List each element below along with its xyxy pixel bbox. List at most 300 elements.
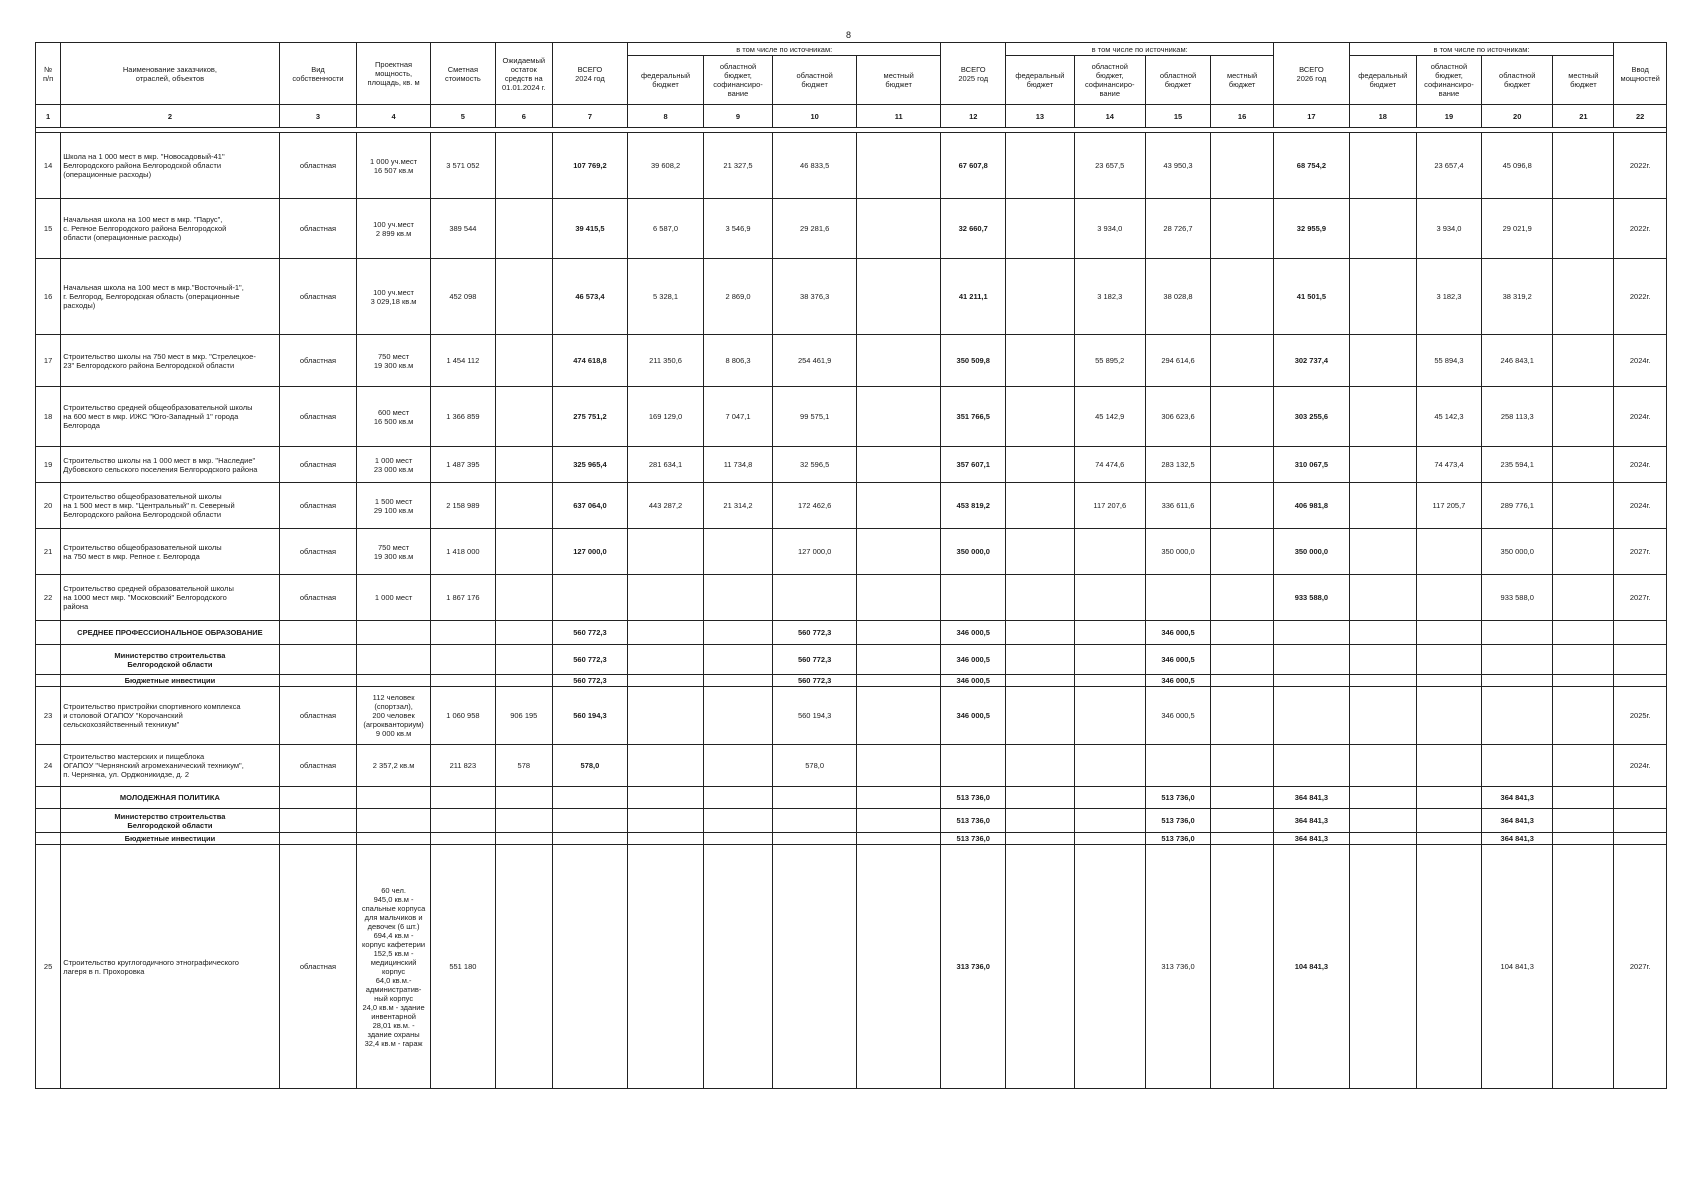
column-number: 15	[1145, 105, 1210, 128]
table-cell: 578	[495, 745, 552, 787]
table-cell	[1006, 809, 1074, 833]
table-cell	[703, 529, 772, 575]
table-cell: 406 981,8	[1274, 483, 1350, 529]
table-cell: 117 207,6	[1074, 483, 1145, 529]
table-cell	[703, 833, 772, 845]
column-number: 1	[36, 105, 61, 128]
table-cell: 364 841,3	[1274, 809, 1350, 833]
table-cell: 560 772,3	[552, 675, 628, 687]
table-cell	[1482, 621, 1553, 645]
table-cell: областная	[279, 745, 357, 787]
table-cell	[857, 845, 941, 1089]
table-cell: 172 462,6	[773, 483, 857, 529]
table-cell: 112 человек (спортзал), 200 человек (агрокванториум) 9 000 кв.м	[357, 687, 431, 745]
table-cell: 364 841,3	[1274, 833, 1350, 845]
column-number: 12	[941, 105, 1006, 128]
table-cell	[857, 133, 941, 199]
table-cell	[628, 575, 704, 621]
header-total-2024: ВСЕГО 2024 год	[552, 43, 628, 105]
table-cell	[36, 809, 61, 833]
table-cell: 7 047,1	[703, 387, 772, 447]
table-cell: 99 575,1	[773, 387, 857, 447]
table-cell: 254 461,9	[773, 335, 857, 387]
table-cell: 313 736,0	[941, 845, 1006, 1089]
table-cell	[430, 787, 495, 809]
column-number: 19	[1416, 105, 1481, 128]
table-cell	[1211, 259, 1274, 335]
table-cell: областная	[279, 133, 357, 199]
group-row	[36, 787, 1667, 809]
table-cell	[1482, 745, 1553, 787]
table-cell	[1211, 645, 1274, 675]
table-cell	[495, 259, 552, 335]
table-cell	[1006, 833, 1074, 845]
table-cell	[1349, 575, 1416, 621]
table-cell: 46 833,5	[773, 133, 857, 199]
column-number: 14	[1074, 105, 1145, 128]
header-total-2026: ВСЕГО 2026 год	[1274, 43, 1350, 105]
table-cell	[1482, 675, 1553, 687]
object-name: Строительство средней общеобразовательной школы на 600 мест в мкр. ИЖС "Юго-Западный 1" города Белгорода	[61, 387, 279, 447]
table-cell: 68 754,2	[1274, 133, 1350, 199]
table-cell: 303 255,6	[1274, 387, 1350, 447]
table-cell	[1274, 645, 1350, 675]
table-cell	[1349, 845, 1416, 1089]
table-cell: 23 657,4	[1416, 133, 1481, 199]
table-cell: 38 319,2	[1482, 259, 1553, 335]
table-cell	[1274, 675, 1350, 687]
header-balance: Ожидаемый остаток средств на 01.01.2024 г.	[495, 43, 552, 105]
table-cell: 55 894,3	[1416, 335, 1481, 387]
table-cell	[495, 387, 552, 447]
table-cell	[1006, 645, 1074, 675]
table-cell: 3 934,0	[1416, 199, 1481, 259]
table-row	[36, 447, 1667, 483]
table-cell	[495, 675, 552, 687]
table-cell	[1416, 621, 1481, 645]
table-cell: 560 772,3	[773, 645, 857, 675]
table-cell	[1349, 621, 1416, 645]
table-cell	[1553, 833, 1614, 845]
table-cell	[279, 621, 357, 645]
header-commissioning: Ввод мощностей	[1614, 43, 1667, 105]
table-cell: областная	[279, 387, 357, 447]
table-cell: 1 418 000	[430, 529, 495, 575]
table-cell: 346 000,5	[1145, 621, 1210, 645]
table-cell	[1211, 687, 1274, 745]
table-cell	[1349, 675, 1416, 687]
table-cell	[1614, 787, 1667, 809]
table-cell	[1553, 335, 1614, 387]
table-cell	[857, 199, 941, 259]
table-cell	[1211, 621, 1274, 645]
row-number: 18	[36, 387, 61, 447]
table-cell	[628, 745, 704, 787]
table-cell	[857, 833, 941, 845]
table-cell	[1553, 787, 1614, 809]
table-cell: 45 142,9	[1074, 387, 1145, 447]
table-cell: 2 357,2 кв.м	[357, 745, 431, 787]
table-cell	[1006, 575, 1074, 621]
table-cell: 21 314,2	[703, 483, 772, 529]
table-cell	[857, 621, 941, 645]
table-cell: 336 611,6	[1145, 483, 1210, 529]
table-row	[36, 335, 1667, 387]
table-cell	[495, 845, 552, 1089]
table-cell	[1074, 745, 1145, 787]
table-cell: 104 841,3	[1274, 845, 1350, 1089]
table-cell	[1211, 575, 1274, 621]
row-number: 20	[36, 483, 61, 529]
table-cell	[1074, 809, 1145, 833]
table-cell: 346 000,5	[1145, 645, 1210, 675]
table-cell: 55 895,2	[1074, 335, 1145, 387]
page-number: 8	[845, 30, 851, 40]
row-number: 17	[36, 335, 61, 387]
table-cell	[857, 483, 941, 529]
table-cell: 560 772,3	[773, 621, 857, 645]
table-cell: 28 726,7	[1145, 199, 1210, 259]
table-cell	[1006, 387, 1074, 447]
table-cell	[1416, 575, 1481, 621]
table-cell: 41 211,1	[941, 259, 1006, 335]
table-cell: 364 841,3	[1274, 787, 1350, 809]
header-mest-2024: местный бюджет	[857, 56, 941, 105]
table-cell: 8 806,3	[703, 335, 772, 387]
group-name: Бюджетные инвестиции	[61, 833, 279, 845]
row-number: 16	[36, 259, 61, 335]
table-cell	[1074, 645, 1145, 675]
table-cell: 2024г.	[1614, 447, 1667, 483]
table-cell: 346 000,5	[1145, 687, 1210, 745]
table-cell: 346 000,5	[1145, 675, 1210, 687]
table-cell	[703, 675, 772, 687]
table-cell: 67 607,8	[941, 133, 1006, 199]
table-cell	[857, 809, 941, 833]
table-cell	[430, 675, 495, 687]
table-cell	[36, 645, 61, 675]
table-cell	[495, 199, 552, 259]
table-cell	[1416, 787, 1481, 809]
table-cell	[857, 645, 941, 675]
table-cell	[1211, 447, 1274, 483]
table-cell: 325 965,4	[552, 447, 628, 483]
column-number: 8	[628, 105, 704, 128]
table-cell	[1006, 687, 1074, 745]
table-cell: 933 588,0	[1274, 575, 1350, 621]
row-number: 23	[36, 687, 61, 745]
table-cell	[495, 447, 552, 483]
table-cell: 350 000,0	[1145, 529, 1210, 575]
table-cell: 513 736,0	[1145, 809, 1210, 833]
table-cell: 2022г.	[1614, 133, 1667, 199]
table-cell	[1211, 675, 1274, 687]
table-cell: 2024г.	[1614, 483, 1667, 529]
table-cell	[1349, 335, 1416, 387]
object-name: Строительство круглогодичного этнографического лагеря в п. Прохоровка	[61, 845, 279, 1089]
table-cell	[941, 575, 1006, 621]
table-cell: областная	[279, 575, 357, 621]
header-ownership: Вид собственности	[279, 43, 357, 105]
object-name: Строительство школы на 750 мест в мкр. "Стрелецкое- 23" Белгородского района Белгородской области	[61, 335, 279, 387]
table-cell	[773, 845, 857, 1089]
table-cell	[495, 645, 552, 675]
group-row	[36, 675, 1667, 687]
group-row	[36, 833, 1667, 845]
object-name: Строительство средней образовательной школы на 1000 мест мкр. "Московский" Белгородского района	[61, 575, 279, 621]
header-fed-2025: федеральный бюджет	[1006, 56, 1074, 105]
group-name: Министерство строительства Белгородской области	[61, 645, 279, 675]
table-cell: 1 060 958	[430, 687, 495, 745]
table-cell: 2022г.	[1614, 259, 1667, 335]
table-cell: 560 194,3	[552, 687, 628, 745]
table-cell	[857, 335, 941, 387]
table-cell: 306 623,6	[1145, 387, 1210, 447]
header-capacity: Проектная мощность, площадь, кв. м	[357, 43, 431, 105]
table-cell: 350 509,8	[941, 335, 1006, 387]
table-cell: 3 934,0	[1074, 199, 1145, 259]
table-cell	[36, 675, 61, 687]
object-name: Начальная школа на 100 мест в мкр."Восточный-1", г. Белгород, Белгородская область (операционные расходы)	[61, 259, 279, 335]
table-cell	[495, 529, 552, 575]
table-cell	[357, 809, 431, 833]
table-cell: 74 474,6	[1074, 447, 1145, 483]
table-cell: областная	[279, 447, 357, 483]
table-cell: 637 064,0	[552, 483, 628, 529]
table-cell: 750 мест 19 300 кв.м	[357, 335, 431, 387]
table-cell: 357 607,1	[941, 447, 1006, 483]
table-cell: 2024г.	[1614, 335, 1667, 387]
table-cell: 560 772,3	[552, 645, 628, 675]
table-cell: областная	[279, 259, 357, 335]
object-name: Строительство пристройки спортивного комплекса и столовой ОГАПОУ "Корочанский сельскохозяйственный техникум"	[61, 687, 279, 745]
table-cell	[1553, 259, 1614, 335]
table-cell: 283 132,5	[1145, 447, 1210, 483]
table-cell	[495, 833, 552, 845]
table-cell	[1553, 687, 1614, 745]
table-cell: 29 021,9	[1482, 199, 1553, 259]
table-cell	[495, 575, 552, 621]
table-cell: 933 588,0	[1482, 575, 1553, 621]
table-cell: 1 366 859	[430, 387, 495, 447]
table-cell	[1349, 787, 1416, 809]
table-cell	[36, 787, 61, 809]
table-cell	[1482, 687, 1553, 745]
table-row	[36, 575, 1667, 621]
table-cell: областная	[279, 335, 357, 387]
header-mest-2025: местный бюджет	[1211, 56, 1274, 105]
table-cell	[857, 387, 941, 447]
table-cell	[1006, 335, 1074, 387]
table-cell	[357, 645, 431, 675]
table-cell: 39 415,5	[552, 199, 628, 259]
table-cell	[1349, 483, 1416, 529]
column-number: 22	[1614, 105, 1667, 128]
table-cell: 60 чел. 945,0 кв.м - спальные корпуса для мальчиков и девочек (6 шт.) 694,4 кв.м - корпус кафетерии 152,5 кв.м - медицинский корпус 64,0 кв.м.- административ- ный корпус 24,0 кв.м - здание инвентарной 28,01 кв.м. - здание охраны 32,4 кв.м - гараж	[357, 845, 431, 1089]
table-cell	[1349, 645, 1416, 675]
header-fed-2024: федеральный бюджет	[628, 56, 704, 105]
table-cell	[1211, 335, 1274, 387]
table-cell	[628, 675, 704, 687]
table-cell	[857, 575, 941, 621]
table-cell: 38 376,3	[773, 259, 857, 335]
table-cell	[1006, 133, 1074, 199]
table-cell	[1211, 133, 1274, 199]
table-cell	[773, 787, 857, 809]
table-cell: 38 028,8	[1145, 259, 1210, 335]
header-cofin-2025: областной бюджет, софинансиро- вание	[1074, 56, 1145, 105]
table-cell: 2027г.	[1614, 575, 1667, 621]
table-cell	[357, 787, 431, 809]
table-cell: 346 000,5	[941, 621, 1006, 645]
table-cell	[1553, 745, 1614, 787]
table-cell: 3 546,9	[703, 199, 772, 259]
table-cell: 32 955,9	[1274, 199, 1350, 259]
table-cell: 750 мест 19 300 кв.м	[357, 529, 431, 575]
table-cell	[857, 675, 941, 687]
table-cell: 346 000,5	[941, 645, 1006, 675]
table-cell	[1553, 199, 1614, 259]
header-name: Наименование заказчиков, отраслей, объектов	[61, 43, 279, 105]
table-cell	[1416, 687, 1481, 745]
table-cell: 275 751,2	[552, 387, 628, 447]
table-cell	[857, 529, 941, 575]
table-cell	[1211, 845, 1274, 1089]
header-cofin-2026: областной бюджет, софинансиро- вание	[1416, 56, 1481, 105]
table-cell	[703, 575, 772, 621]
table-cell: областная	[279, 687, 357, 745]
table-cell	[857, 745, 941, 787]
table-cell	[279, 645, 357, 675]
table-cell: 246 843,1	[1482, 335, 1553, 387]
table-row	[36, 259, 1667, 335]
table-cell: 560 194,3	[773, 687, 857, 745]
table-cell: 5 328,1	[628, 259, 704, 335]
table-cell	[1145, 745, 1210, 787]
column-number: 11	[857, 105, 941, 128]
header-obl-2024: областной бюджет	[773, 56, 857, 105]
group-name: СРЕДНЕЕ ПРОФЕССИОНАЛЬНОЕ ОБРАЗОВАНИЕ	[61, 621, 279, 645]
table-cell: 1 500 мест 29 100 кв.м	[357, 483, 431, 529]
table-cell	[1416, 845, 1481, 1089]
object-name: Строительство общеобразовательной школы на 750 мест в мкр. Репное г. Белгорода	[61, 529, 279, 575]
table-cell	[1074, 845, 1145, 1089]
investment-table	[35, 42, 1667, 1089]
table-cell	[1274, 621, 1350, 645]
table-cell	[279, 675, 357, 687]
header-estimate: Сметная стоимость	[430, 43, 495, 105]
table-cell	[430, 621, 495, 645]
table-row	[36, 133, 1667, 199]
table-cell	[1553, 675, 1614, 687]
table-cell	[279, 833, 357, 845]
table-cell: 107 769,2	[552, 133, 628, 199]
header-fed-2026: федеральный бюджет	[1349, 56, 1416, 105]
table-cell	[430, 809, 495, 833]
table-cell: 313 736,0	[1145, 845, 1210, 1089]
table-cell: 302 737,4	[1274, 335, 1350, 387]
table-cell: 29 281,6	[773, 199, 857, 259]
table-cell: 32 596,5	[773, 447, 857, 483]
table-cell: областная	[279, 529, 357, 575]
table-cell	[1614, 645, 1667, 675]
table-cell: 127 000,0	[552, 529, 628, 575]
table-cell: областная	[279, 483, 357, 529]
row-number: 22	[36, 575, 61, 621]
column-number: 7	[552, 105, 628, 128]
table-cell: 2025г.	[1614, 687, 1667, 745]
table-cell: 117 205,7	[1416, 483, 1481, 529]
table-cell	[1614, 675, 1667, 687]
column-number: 18	[1349, 105, 1416, 128]
table-cell	[1211, 483, 1274, 529]
table-cell	[1211, 809, 1274, 833]
table-cell: 74 473,4	[1416, 447, 1481, 483]
table-cell: 443 287,2	[628, 483, 704, 529]
table-cell: 2022г.	[1614, 199, 1667, 259]
table-cell	[1006, 745, 1074, 787]
object-name: Строительство общеобразовательной школы на 1 500 мест в мкр. "Центральный" п. Северный Белгородского района Белгородской области	[61, 483, 279, 529]
table-cell	[857, 687, 941, 745]
table-cell	[1211, 787, 1274, 809]
object-name: Строительство школы на 1 000 мест в мкр. "Наследие" Дубовского сельского поселения Белгородского района	[61, 447, 279, 483]
table-cell: 1 487 395	[430, 447, 495, 483]
table-cell	[430, 833, 495, 845]
table-cell	[1553, 133, 1614, 199]
object-name: Начальная школа на 100 мест в мкр. "Парус", с. Репное Белгородского района Белгородской области (операционные расходы)	[61, 199, 279, 259]
column-number: 5	[430, 105, 495, 128]
table-cell: 2027г.	[1614, 529, 1667, 575]
table-cell: 43 950,3	[1145, 133, 1210, 199]
table-cell	[1349, 809, 1416, 833]
table-cell: 364 841,3	[1482, 787, 1553, 809]
header-sources-2025: в том числе по источникам:	[1006, 43, 1274, 56]
column-number: 13	[1006, 105, 1074, 128]
table-cell: 513 736,0	[941, 787, 1006, 809]
table-cell	[1145, 575, 1210, 621]
table-cell	[1274, 687, 1350, 745]
table-cell	[1553, 621, 1614, 645]
table-cell: 346 000,5	[941, 687, 1006, 745]
table-cell	[36, 621, 61, 645]
table-cell: 39 608,2	[628, 133, 704, 199]
header-sources-2026: в том числе по источникам:	[1349, 43, 1614, 56]
table-cell: 513 736,0	[941, 809, 1006, 833]
table-cell	[1553, 447, 1614, 483]
table-cell	[552, 575, 628, 621]
column-number: 17	[1274, 105, 1350, 128]
table-cell: 45 096,8	[1482, 133, 1553, 199]
row-number: 14	[36, 133, 61, 199]
table-cell	[1553, 529, 1614, 575]
group-name: Министерство строительства Белгородской области	[61, 809, 279, 833]
table-cell: 513 736,0	[941, 833, 1006, 845]
row-number: 15	[36, 199, 61, 259]
table-cell	[703, 787, 772, 809]
column-number: 3	[279, 105, 357, 128]
table-cell: 3 571 052	[430, 133, 495, 199]
table-cell	[1274, 745, 1350, 787]
object-name: Строительство мастерских и пищеблока ОГАПОУ "Чернянский агромеханический техникум", п. Чернянка, ул. Орджоникидзе, д. 2	[61, 745, 279, 787]
table-cell	[1211, 833, 1274, 845]
table-cell	[357, 833, 431, 845]
table-cell: 578,0	[552, 745, 628, 787]
table-cell: 560 772,3	[552, 621, 628, 645]
column-number: 6	[495, 105, 552, 128]
table-cell	[552, 845, 628, 1089]
table-cell: 289 776,1	[1482, 483, 1553, 529]
table-cell: 46 573,4	[552, 259, 628, 335]
